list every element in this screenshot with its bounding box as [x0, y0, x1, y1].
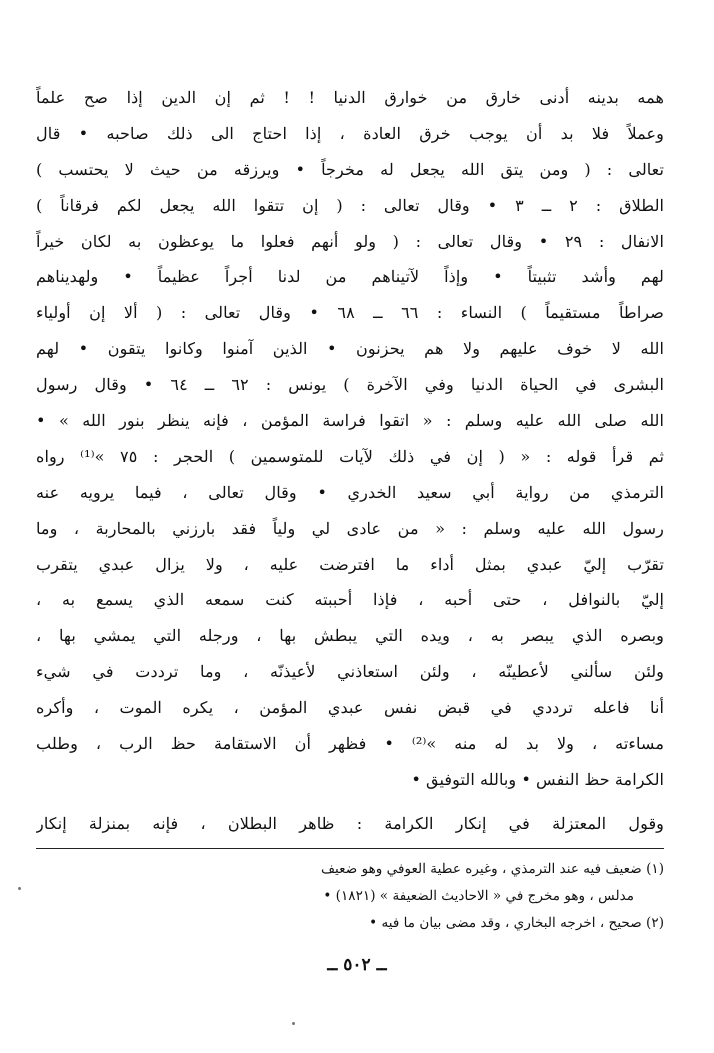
text-line: إليّ بالنوافل ، حتى أحبه ، فإذا أحببته كنت سمعه الذي يسمع به ،: [36, 590, 664, 610]
text-line: ولئن سألني لأعطينّه ، ولئن استعاذني لأعيذنّه ، وما ترددت في شيء: [36, 662, 664, 682]
text-line: وعملاً فلا بد أن يوجب خرق العادة ، إذا احتاج الى ذلك صاحبه • قال: [36, 123, 664, 143]
text-line: لهم وأشد تثبيتاً • وإذاً لآتيناهم من لدنا أجراً عظيماً • ولهديناهم: [36, 267, 664, 287]
footnote-2: (٢) صحيح ، اخرجه البخاري ، وقد مضى بيان ما فيه •: [369, 915, 664, 931]
text-line: الطلاق : ٢ ــ ٣ • وقال تعالى : ( إن تتقوا الله يجعل لكم فرقاناً ): [36, 195, 664, 215]
footnote-separator: [36, 848, 664, 849]
main-text: [36, 80, 664, 842]
text-line: صراطاً مستقيماً ) النساء : ٦٦ ــ ٦٨ • وقال تعالى : ( ألا إن أولياء: [36, 303, 664, 323]
footnote-1-continuation: مدلس ، وهو مخرج في « الاحاديث الضعيفة » (١٨٢١) •: [323, 888, 634, 904]
text-line: مساءته ، ولا بد له منه »⁽²⁾ • فظهر أن الاستقامة حظ الرب ، وطلب: [36, 734, 664, 754]
text-line: وبصره الذي يبصر به ، ويده التي يبطش بها ، ورجله التي يمشي بها ،: [36, 626, 664, 646]
page-number: ــ ٥٠٢ ــ: [327, 955, 387, 975]
scan-speck: [18, 887, 21, 890]
text-line-paragraph-start: وقول المعتزلة في إنكار الكرامة : ظاهر البطلان ، فإنه بمنزلة إنكار: [36, 813, 664, 833]
text-line-paragraph-end: الكرامة حظ النفس • وبالله التوفيق •: [411, 769, 664, 789]
footnotes: [36, 856, 664, 937]
text-line: أنا فاعله ترددي في قبض نفس عبدي المؤمن ، يكره الموت ، وأكره: [36, 698, 664, 718]
text-line: الترمذي من رواية أبي سعيد الخدري • وقال تعالى ، فيما يرويه عنه: [36, 482, 664, 502]
text-line: تقرّب إليّ عبدي بمثل أداء ما افترضت عليه ، ولا يزال عبدي يتقرب: [36, 554, 664, 574]
scan-speck: [292, 1022, 295, 1025]
text-line: البشرى في الحياة الدنيا وفي الآخرة ) يونس : ٦٢ ــ ٦٤ • وقال رسول: [36, 375, 664, 395]
text-line: همه بدينه أدنى خارق من خوارق الدنيا ! ! ثم إن الدين إذا صح علماً: [36, 88, 664, 107]
text-line: الله لا خوف عليهم ولا هم يحزنون • الذين آمنوا وكانوا يتقون • لهم: [36, 339, 664, 359]
footnote-1: (١) ضعيف فيه عند الترمذي ، وغيره عطية العوفي وهو ضعيف: [320, 861, 664, 877]
text-line: تعالى : ( ومن يتق الله يجعل له مخرجاً • ويرزقه من حيث لا يحتسب ): [36, 159, 664, 179]
text-line: الله صلى الله عليه وسلم : « اتقوا فراسة المؤمن ، فإنه ينظر بنور الله » •: [36, 411, 664, 431]
text-line: ثم قرأ قوله : « ( إن في ذلك لآيات للمتوسمين ) الحجر : ٧٥ »⁽¹⁾ رواه: [36, 446, 664, 466]
text-line: رسول الله عليه وسلم : « من عادى لي ولياً فقد بارزني بالمحاربة ، وما: [36, 518, 664, 538]
text-line: الانفال : ٢٩ • وقال تعالى : ( ولو أنهم فعلوا ما يوعظون به لكان خيراً: [36, 231, 664, 251]
